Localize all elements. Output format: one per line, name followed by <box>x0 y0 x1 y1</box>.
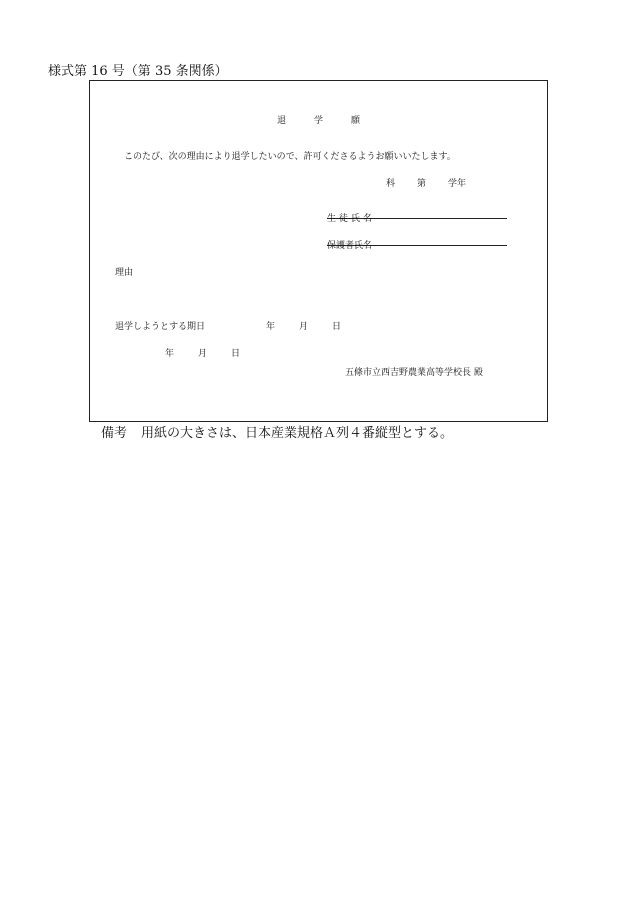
student-name-label: 生徒氏名 <box>327 214 376 224</box>
withdrawal-form <box>89 80 548 422</box>
student-name-field <box>327 206 507 224</box>
submit-year-unit: 年 <box>165 349 175 359</box>
addressee: 五條市立西吉野農業高等学校長 殿 <box>345 368 483 378</box>
submit-month-unit: 月 <box>198 349 208 359</box>
submit-day-unit: 日 <box>231 349 241 359</box>
guardian-name-field <box>327 233 507 251</box>
remarks-heading: 備考 <box>101 426 128 441</box>
department-label: 科 <box>386 179 396 189</box>
reason-label: 理由 <box>115 268 134 278</box>
withdraw-date-label: 退学しようとする期日 <box>115 322 206 332</box>
form-intro-text: このたび、次の理由により退学したいので、許可くださるようお願いいたします。 <box>124 152 456 162</box>
form-number: 様式第 16 号（第 35 条関係） <box>48 64 228 79</box>
withdraw-day-unit: 日 <box>332 322 342 332</box>
withdraw-date-fields <box>266 321 365 333</box>
guardian-name-label: 保護者氏名 <box>327 241 373 251</box>
remarks-text: 用紙の大きさは、日本産業規格Ａ列４番縦型とする。 <box>141 426 454 441</box>
withdraw-month-unit: 月 <box>299 322 309 332</box>
form-title: 退学願 <box>276 116 388 126</box>
remarks <box>101 425 453 443</box>
grade-fields <box>386 178 466 190</box>
withdraw-year-unit: 年 <box>266 322 276 332</box>
grade-number-label: 第 <box>417 179 427 189</box>
submit-date-fields <box>165 348 264 360</box>
year-label: 学年 <box>448 179 467 189</box>
